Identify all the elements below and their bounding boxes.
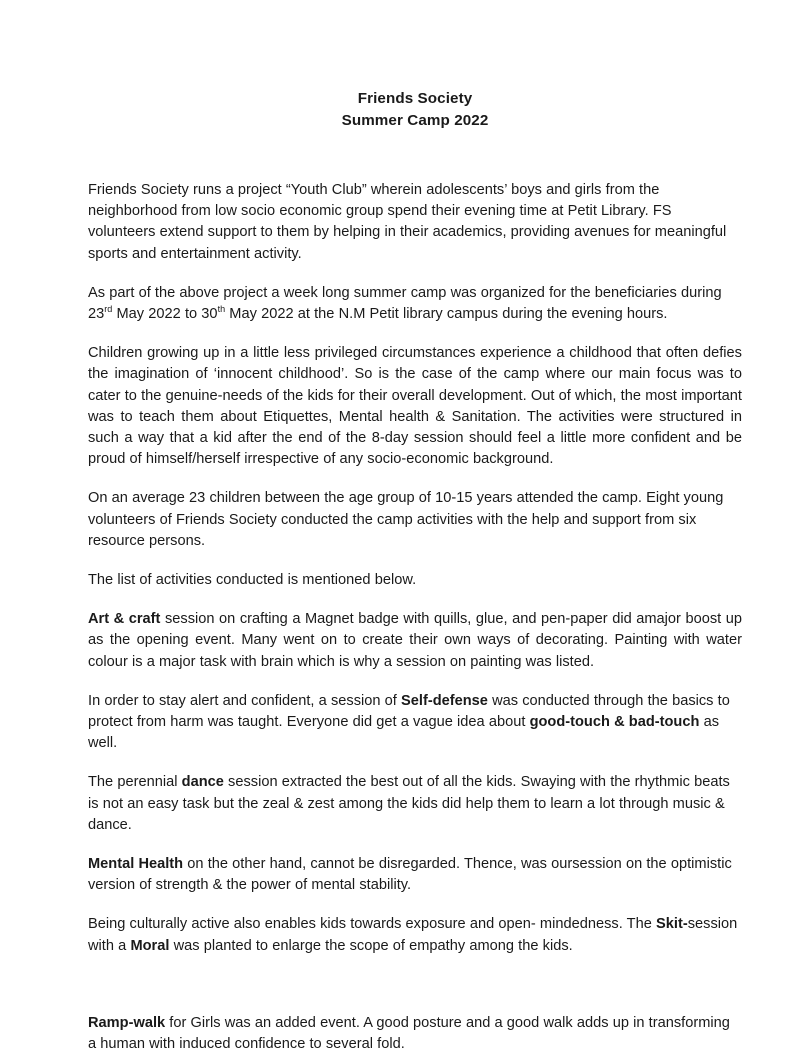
text-run: session on crafting a Magnet badge with quills, glue, and pen-paper did amajor boost up as the opening event. Many went on to create their own ways of decorating. Painting with water colour is a major task with brain which is why a session on painting was listed. [88,611,742,670]
paragraph-self-defense [88,691,742,755]
paragraph-dance [88,772,742,836]
paragraph-art-craft [88,609,742,673]
paragraph-gap [88,975,742,1013]
superscript-ordinal: th [217,304,226,315]
text-run: Being culturally active also enables kids towards exposure and open- mindedness. The [88,916,657,933]
title-line-event: Summer Camp 2022 [341,112,489,129]
document-body [88,88,742,1055]
paragraph-skit [88,914,742,956]
paragraph-intro: Friends Society runs a project “Youth Club” wherein adolescents’ boys and girls from the neighborhood from low socio economic group spend their evening time at Petit Library. FS volunteers extend support to them by helping in their academics, providing avenues for meaningful sports and entertainment activity. [88,182,727,262]
text-run: was conducted through the basics to protect from harm was taught. Everyone did get a vague idea about [88,692,730,731]
bold-run: Moral [130,937,170,954]
title-line-organization: Friends Society [357,90,473,107]
text-run: for Girls was an added event. A good posture and a good walk adds up in transforming a human with induced confidence to several fold. [88,1014,730,1053]
text-run: In order to stay alert and confident, a session of [88,692,402,709]
title-spacer [88,132,742,180]
paragraph-ramp-walk [88,1013,742,1055]
page-title [88,88,742,132]
text-run: on the other hand, cannot be disregarded. Thence, was oursession on the optimistic version of strength & the power of mental stability. [88,856,732,894]
bold-run: Mental Health [88,856,184,873]
bold-run: Self-defense [401,692,488,709]
text-run: was planted to enlarge the scope of empathy among the kids. [169,937,573,954]
paragraph-camp-dates [88,283,742,325]
bold-run: dance [181,774,224,791]
paragraph-childhood: Children growing up in a little less privileged circumstances experience a childhood that often defies the imagination of ‘innocent childhood’. So is the case of the camp where our main focus was to cater to the genuine-needs of the kids for their overall development. Out of which, the most important was to teach them about Etiquettes, Mental health & Sanitation. The activities were structured in such a way that a kid after the end of the 8-day session should feel a little more confident and be proud of himself/herself irrespective of any socio-economic background. [88,345,742,468]
text-run: The perennial [88,774,182,791]
superscript-ordinal: rd [104,304,113,315]
bold-run: good-touch & bad-touch [529,714,700,731]
paragraph-list-intro: The list of activities conducted is mentioned below. [88,572,417,589]
paragraph-container [88,180,742,1055]
bold-run: Ramp-walk [88,1014,166,1031]
text-run: as well. [88,714,720,752]
paragraph-mental-health [88,854,742,896]
paragraph-attendance: On an average 23 children between the age group of 10-15 years attended the camp. Eight young volunteers of Friends Society conducted the camp activities with the help and support from six resource persons. [88,490,724,549]
text-run: session with a [88,916,738,954]
text-run: May 2022 at the N.M Petit library campus during the evening hours. [225,306,668,323]
bold-run: Art & craft [88,611,161,628]
bold-run: Skit- [656,916,688,933]
text-run: As part of the above project a week long summer camp was organized for the beneficiaries during 23 [88,284,722,323]
text-run: May 2022 to 30 [112,306,218,323]
text-run: session extracted the best out of all the kids. Swaying with the rhythmic beats is not an easy task but the zeal & zest among the kids did help them to learn a lot through music & dance. [88,774,730,833]
